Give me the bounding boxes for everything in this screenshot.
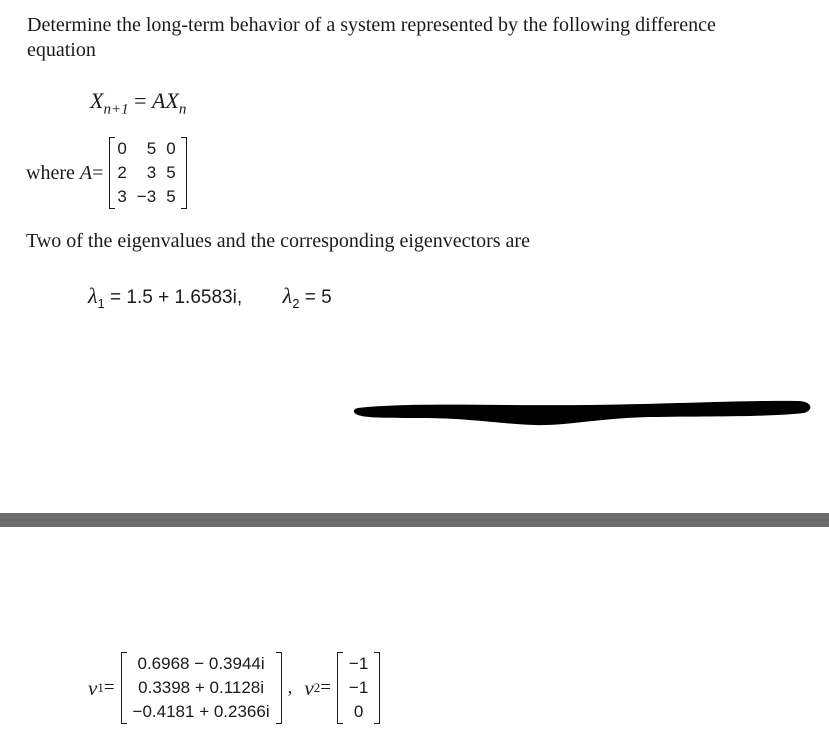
v2-equals: = [320, 677, 331, 698]
vector-cell: 0.6968 − 0.3944i [137, 654, 265, 673]
lambda-2-symbol: λ [282, 283, 293, 308]
matrix-row [115, 137, 180, 161]
v1-sub: 1 [97, 680, 104, 695]
vector-v2 [337, 652, 380, 724]
matrix-a-equals: = [92, 161, 104, 184]
vector-cell: 0.3398 + 0.1128i [138, 678, 265, 697]
matrix-row [115, 185, 180, 209]
left-bracket [337, 652, 343, 724]
matrix-a [109, 137, 186, 209]
v1-equals: = [103, 677, 115, 698]
problem-line-2: equation [27, 39, 96, 61]
vector-cell: 0 [353, 702, 364, 721]
matrix-cell: 3 [146, 163, 157, 182]
right-bracket [276, 652, 282, 724]
matrix-cell: 3 [117, 187, 127, 206]
lambda-1-symbol: λ [88, 283, 98, 308]
right-bracket [181, 137, 187, 209]
vector-row [343, 700, 374, 724]
lambda-1-sub: 1 [97, 295, 105, 311]
matrix-cell: 5 [146, 139, 157, 158]
lambda-1-value: = 1.5 + 1.6583i, [104, 287, 243, 308]
vector-cell: −1 [348, 654, 369, 673]
matrix-row [115, 161, 180, 185]
vector-row [343, 676, 374, 700]
problem-statement [27, 13, 716, 63]
matrix-cell: 0 [166, 139, 176, 158]
page-divider [0, 513, 829, 527]
eq-lhs-var: X [90, 88, 104, 113]
matrix-cell: −3 [136, 187, 157, 206]
eigenvectors [88, 650, 380, 726]
left-bracket [109, 137, 115, 209]
v1-symbol: v [88, 675, 98, 700]
matrix-cell: 2 [117, 163, 127, 182]
vector-row [127, 676, 276, 700]
vector-cell: −0.4181 + 0.2366i [132, 702, 270, 721]
matrix-cell: 5 [166, 187, 176, 206]
matrix-cell: 5 [166, 163, 176, 182]
right-bracket [374, 652, 380, 724]
matrix-a-name: A [79, 161, 93, 184]
where-label: where [26, 161, 75, 184]
vector-cell: −1 [348, 678, 369, 697]
eigen-intro-text: Two of the eigenvalues and the corresponding eigenvectors are [26, 230, 530, 252]
v2-symbol: v [304, 675, 314, 700]
eq-rhs-sub: n [178, 101, 187, 118]
matrix-cell: 0 [117, 139, 127, 158]
difference-equation [90, 88, 186, 118]
lambda-2-value: = 5 [299, 287, 332, 308]
lambda-2-sub: 2 [292, 295, 300, 311]
eq-lhs-sub: n+1 [103, 101, 129, 118]
vector-row [127, 652, 276, 676]
vector-v1 [121, 652, 282, 724]
redaction-mark [350, 396, 812, 434]
matrix-a-definition [26, 135, 187, 211]
comma: , [287, 677, 293, 698]
eq-rhs: AX [152, 88, 179, 113]
vector-row [343, 652, 374, 676]
problem-line-1: Determine the long-term behavior of a system represented by the following difference [27, 14, 716, 36]
eigenvalues [88, 283, 332, 311]
eq-equals: = [134, 88, 147, 113]
vector-row [127, 700, 276, 724]
left-bracket [121, 652, 127, 724]
v2-sub: 2 [313, 680, 321, 695]
